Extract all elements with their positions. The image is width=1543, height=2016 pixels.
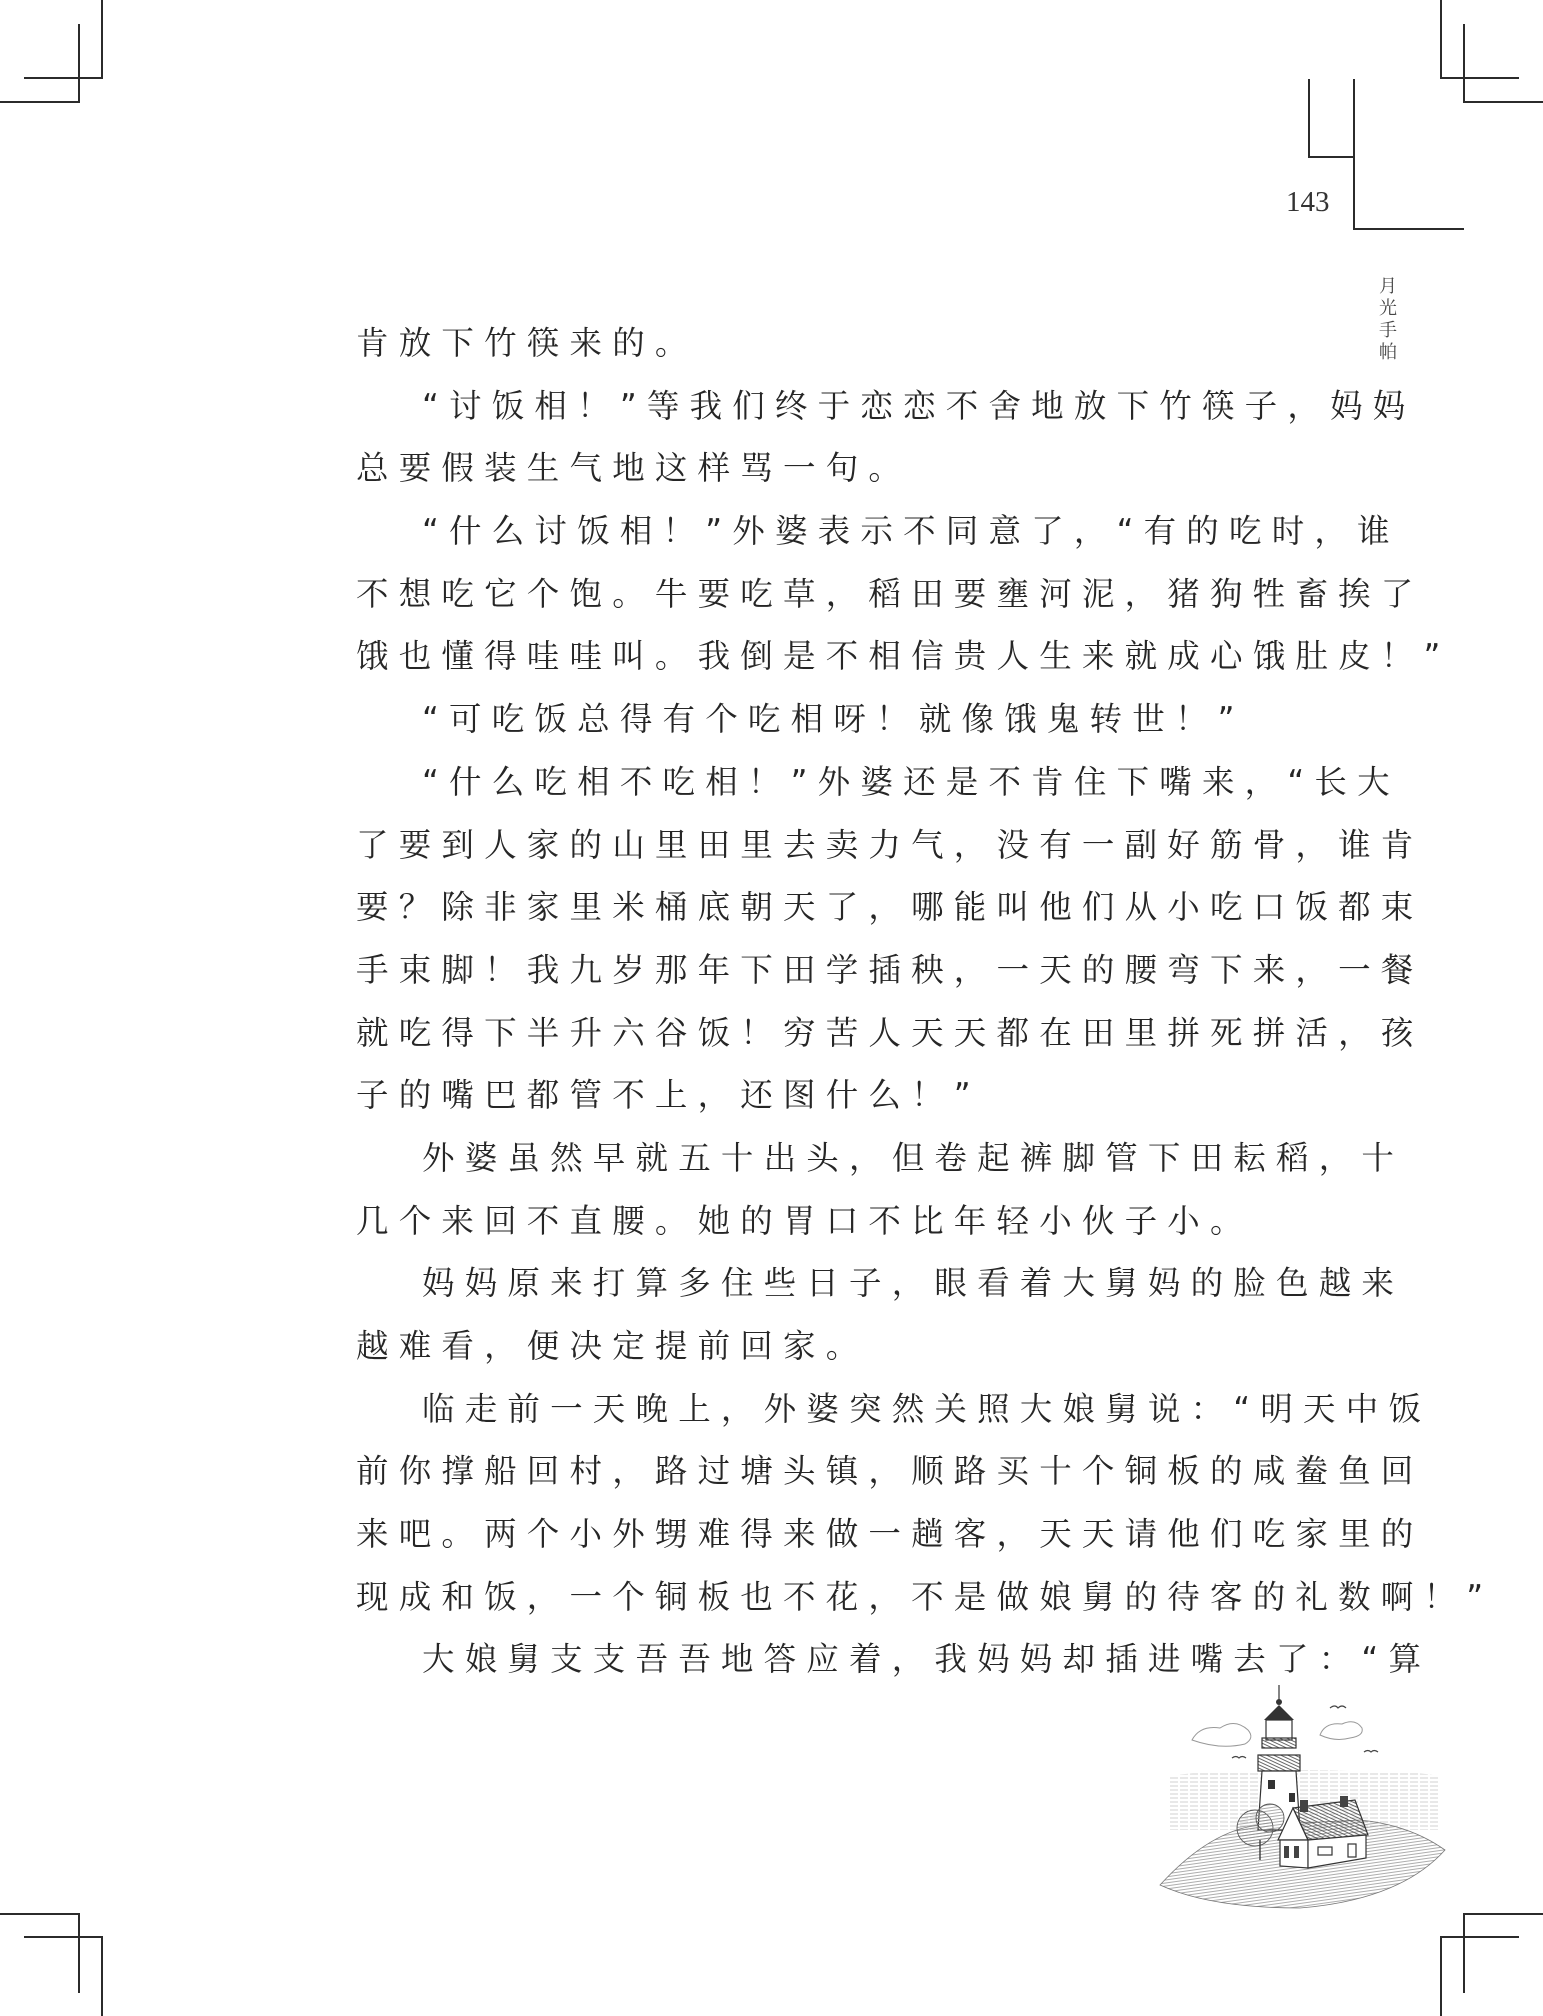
crop-mark-bottom-left-h1 xyxy=(0,1913,80,1915)
text-line: 前你撑船回村，路过塘头镇，顺路买十个铜板的咸鲞鱼回 xyxy=(356,1452,1424,1491)
header-bracket-v-left xyxy=(1308,79,1310,158)
text-line: 临走前一天晚上，外婆突然关照大娘舅说：“明天中饭 xyxy=(422,1389,1432,1428)
running-title-char: 帕 xyxy=(1379,342,1397,363)
crop-mark-top-right-h1 xyxy=(1440,77,1519,79)
text-line: 子的嘴巴都管不上，还图什么！” xyxy=(356,1076,981,1115)
crop-mark-top-left-v2 xyxy=(78,24,80,102)
lighthouse-sketch-icon xyxy=(1150,1660,1470,1910)
text-line: 手束脚！我九岁那年下田学插秧，一天的腰弯下来，一餐 xyxy=(356,950,1424,989)
text-line: 现成和饭，一个铜板也不花，不是做娘舅的待客的礼数啊！” xyxy=(356,1577,1494,1616)
running-title-char: 手 xyxy=(1379,320,1397,341)
text-line: 妈妈原来打算多住些日子，眼看着大舅妈的脸色越来 xyxy=(422,1264,1405,1303)
crop-mark-bottom-right-v2 xyxy=(1440,1936,1442,2016)
crop-mark-bottom-right-h1 xyxy=(1463,1913,1543,1915)
text-line: 肯放下竹筷来的。 xyxy=(356,324,698,362)
text-line: “讨饭相！”等我们终于恋恋不舍地放下竹筷子，妈妈 xyxy=(422,386,1416,425)
text-line: 大娘舅支支吾吾地答应着，我妈妈却插进嘴去了：“算 xyxy=(422,1640,1432,1679)
crop-mark-bottom-right-h2 xyxy=(1440,1936,1519,1938)
text-line: 几个来回不直腰。她的胃口不比年轻小伙子小。 xyxy=(356,1201,1253,1240)
crop-mark-top-left-v1 xyxy=(101,0,103,78)
text-line: 了要到人家的山里田里去卖力气，没有一副好筋骨，谁肯 xyxy=(356,825,1424,864)
running-title xyxy=(1376,276,1400,364)
running-title-char: 光 xyxy=(1379,298,1397,319)
text-line: 要？除非家里米桶底朝天了，哪能叫他们从小吃口饭都束 xyxy=(356,888,1424,927)
text-line: 越难看，便决定提前回家。 xyxy=(356,1327,869,1365)
crop-mark-bottom-left-v1 xyxy=(78,1913,80,1993)
text-line: “什么吃相不吃相！”外婆还是不肯住下嘴来，“长大 xyxy=(422,762,1400,801)
text-line: 不想吃它个饱。牛要吃草，稻田要壅河泥，猪狗牲畜挨了 xyxy=(356,574,1424,613)
crop-mark-top-right-v1 xyxy=(1440,0,1442,79)
crop-mark-top-left-h1 xyxy=(24,77,103,79)
text-line: 饿也懂得哇哇叫。我倒是不相信贵人生来就成心饿肚皮！” xyxy=(356,637,1451,676)
body-text xyxy=(356,312,1494,1691)
text-line: 总要假装生气地这样骂一句。 xyxy=(356,449,912,488)
crop-mark-top-right-v2 xyxy=(1463,24,1465,103)
crop-mark-top-left-h2 xyxy=(0,101,80,103)
header-bracket-h-top xyxy=(1308,156,1354,158)
crop-mark-bottom-right-v1 xyxy=(1463,1913,1465,1993)
header-bracket-h-bottom xyxy=(1353,228,1464,230)
text-line: “什么讨饭相！”外婆表示不同意了，“有的吃时，谁 xyxy=(422,512,1400,551)
text-line: 外婆虽然早就五十出头，但卷起裤脚管下田耘稻，十 xyxy=(422,1138,1405,1177)
text-line: 就吃得下半升六谷饭！穷苦人天天都在田里拼死拼活，孩 xyxy=(356,1013,1424,1052)
header-bracket-v-right xyxy=(1353,79,1355,230)
page-number: 143 xyxy=(1286,186,1330,218)
running-title-char: 月 xyxy=(1379,276,1397,297)
text-line: “可吃饭总得有个吃相呀！就像饿鬼转世！” xyxy=(422,700,1245,739)
crop-mark-top-right-h2 xyxy=(1463,101,1543,103)
crop-mark-bottom-left-v2 xyxy=(101,1936,103,2016)
text-line: 来吧。两个小外甥难得来做一趟客，天天请他们吃家里的 xyxy=(356,1515,1424,1554)
crop-mark-bottom-left-h2 xyxy=(24,1936,103,1938)
